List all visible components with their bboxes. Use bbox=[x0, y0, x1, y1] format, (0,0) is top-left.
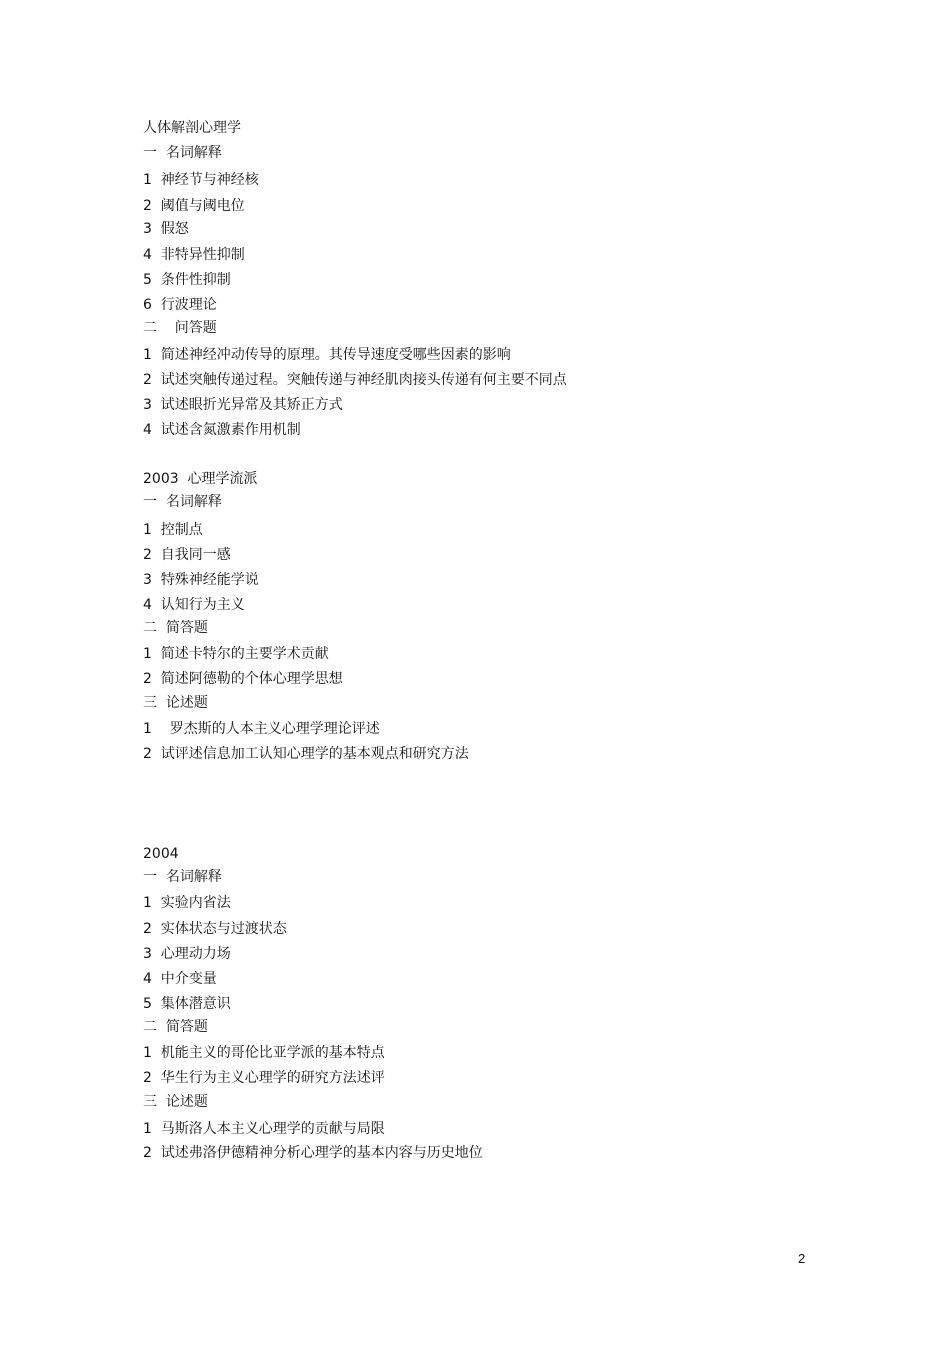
list-item: 1 实验内省法 bbox=[143, 895, 231, 911]
heading-term-explanation: 一 名词解释 bbox=[143, 145, 222, 161]
list-item: 4 中介变量 bbox=[143, 971, 217, 987]
list-item: 1 马斯洛人本主义心理学的贡献与局限 bbox=[143, 1121, 385, 1137]
heading-term-explanation: 一 名词解释 bbox=[143, 494, 222, 510]
section-title-2003: 2003 心理学流派 bbox=[143, 471, 258, 487]
list-item: 2 华生行为主义心理学的研究方法述评 bbox=[143, 1070, 385, 1086]
list-item: 2 自我同一感 bbox=[143, 547, 231, 563]
list-item: 4 认知行为主义 bbox=[143, 597, 245, 613]
section-title-2004: 2004 bbox=[143, 846, 179, 862]
section-title-anatomy-psychology: 人体解剖心理学 bbox=[143, 120, 241, 136]
list-item: 5 条件性抑制 bbox=[143, 272, 231, 288]
list-item: 3 假怒 bbox=[143, 221, 189, 237]
list-item: 2 试述突触传递过程。突触传递与神经肌肉接头传递有何主要不同点 bbox=[143, 372, 567, 388]
heading-short-answer: 二 简答题 bbox=[143, 620, 208, 636]
list-item: 3 试述眼折光异常及其矫正方式 bbox=[143, 397, 343, 413]
list-item: 6 行波理论 bbox=[143, 297, 217, 313]
list-item: 1 神经节与神经核 bbox=[143, 172, 259, 188]
list-item: 2 实体状态与过渡状态 bbox=[143, 921, 287, 937]
list-item: 1 控制点 bbox=[143, 522, 203, 538]
list-item: 3 心理动力场 bbox=[143, 946, 231, 962]
list-item: 2 试评述信息加工认知心理学的基本观点和研究方法 bbox=[143, 746, 469, 762]
list-item: 1 简述卡特尔的主要学术贡献 bbox=[143, 646, 329, 662]
list-item: 5 集体潜意识 bbox=[143, 996, 231, 1012]
list-item: 1 机能主义的哥伦比亚学派的基本特点 bbox=[143, 1045, 385, 1061]
heading-questions: 二 问答题 bbox=[143, 320, 217, 336]
heading-short-answer: 二 简答题 bbox=[143, 1019, 208, 1035]
heading-essay: 三 论述题 bbox=[143, 1094, 208, 1110]
heading-term-explanation: 一 名词解释 bbox=[143, 869, 222, 885]
list-item: 2 阈值与阈电位 bbox=[143, 198, 245, 214]
heading-essay: 三 论述题 bbox=[143, 695, 208, 711]
page-number: 2 bbox=[798, 1251, 806, 1266]
list-item: 2 简述阿德勒的个体心理学思想 bbox=[143, 671, 343, 687]
list-item: 4 非特异性抑制 bbox=[143, 247, 245, 263]
list-item: 1 简述神经冲动传导的原理。其传导速度受哪些因素的影响 bbox=[143, 347, 511, 363]
list-item: 4 试述含氮激素作用机制 bbox=[143, 422, 301, 438]
list-item: 2 试述弗洛伊德精神分析心理学的基本内容与历史地位 bbox=[143, 1145, 483, 1161]
list-item: 3 特殊神经能学说 bbox=[143, 572, 259, 588]
list-item: 1 罗杰斯的人本主义心理学理论评述 bbox=[143, 721, 380, 737]
